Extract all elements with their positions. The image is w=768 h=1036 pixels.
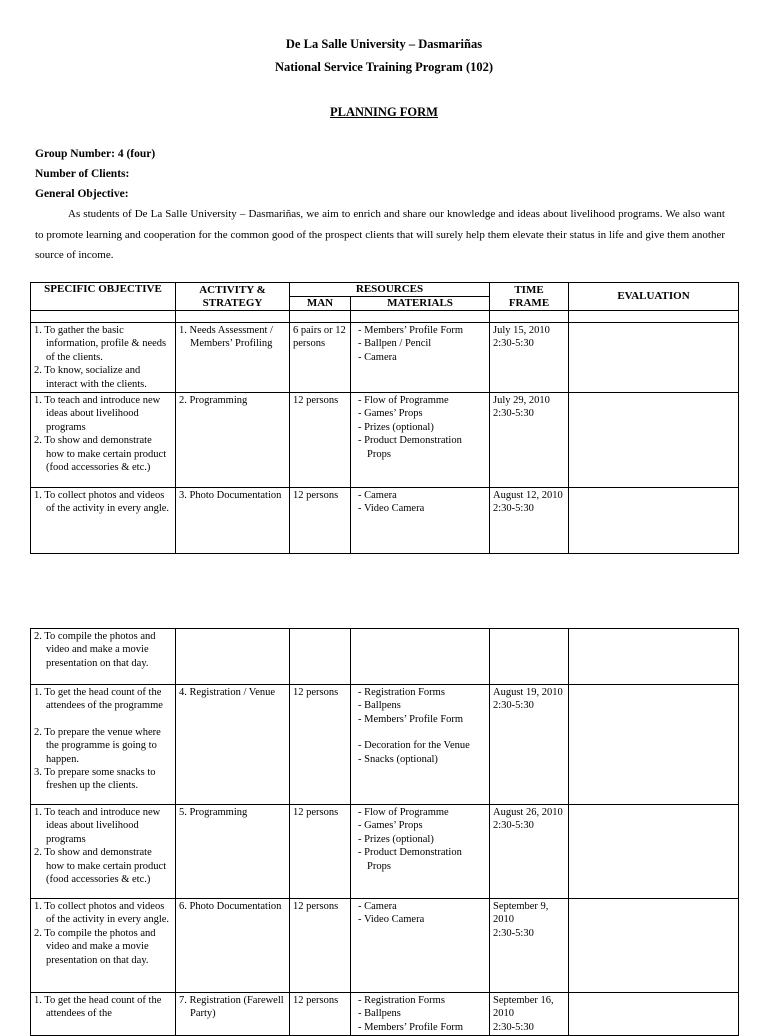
objective-item: 2. To compile the photos and video and make a movie presentation on that day. (34, 927, 156, 966)
time-frame-line: 2:30-5:30 (493, 927, 534, 939)
man-cell: 12 persons (290, 805, 351, 899)
col-resources: RESOURCES (290, 283, 490, 297)
col-evaluation: EVALUATION (569, 283, 739, 311)
time-frame-line: August 19, 2010 (493, 687, 563, 698)
man-cell (290, 629, 351, 685)
table-row (31, 899, 739, 993)
activity-cell (176, 323, 290, 393)
material-item: - Ballpen / Pencil (354, 337, 486, 350)
activity-cell (176, 629, 290, 685)
material-item: - Ballpens (354, 1007, 486, 1020)
activity-text: 4. Registration / Venue (179, 687, 276, 698)
objective-item: 1. To gather the basic information, profile & needs of the clients. (34, 325, 167, 363)
materials-cell (351, 393, 490, 488)
time-frame-line: August 12, 2010 (493, 490, 563, 502)
objective-item: 1. To get the head count of the attendees of the (34, 995, 162, 1020)
objective-item: 2. To compile the photos and video and make a movie presentation on that day. (34, 631, 156, 669)
material-item: - Decoration for the Venue (354, 739, 486, 752)
man-cell: 12 persons (290, 993, 351, 1036)
activity-cell (176, 805, 290, 899)
col-activity-strategy: ACTIVITY & STRATEGY (176, 283, 290, 311)
material-item: - Product Demonstration Props (354, 434, 486, 461)
time-frame-line: September 9, 2010 (493, 901, 549, 926)
material-item: - Games’ Props (354, 407, 486, 420)
evaluation-cell (569, 685, 739, 805)
materials-cell (351, 805, 490, 899)
objective-item: 2. To show and demonstrate how to make certain product (food accessories & etc.) (34, 435, 167, 474)
table-row (31, 323, 739, 393)
material-item: - Product Demonstration Props (354, 846, 486, 873)
time-frame-line: July 15, 2010 (493, 325, 550, 336)
objective-item: 2. To prepare the venue where the programme is going to happen. (34, 726, 161, 765)
material-item: - Games’ Props (354, 819, 486, 832)
material-item: - Prizes (optional) (354, 421, 486, 434)
evaluation-cell (569, 323, 739, 393)
man-cell: 12 persons (290, 899, 351, 993)
materials-cell (351, 323, 490, 393)
evaluation-cell (569, 629, 739, 685)
material-item: - Prizes (optional) (354, 833, 486, 846)
specific-objective-cell (31, 899, 176, 993)
activity-cell (176, 685, 290, 805)
col-time-frame: TIME FRAME (490, 283, 569, 311)
group-number: Group Number: 4 (four) (35, 148, 156, 160)
material-item: - Camera (354, 489, 486, 502)
time-frame-line: 2:30-5:30 (493, 1021, 534, 1033)
specific-objective-cell (31, 323, 176, 393)
col-materials: MATERIALS (351, 297, 490, 311)
material-item: - Ballpens (354, 699, 486, 712)
materials-cell (351, 899, 490, 993)
table-row (31, 629, 739, 685)
material-item: - Registration Forms (354, 686, 486, 699)
evaluation-cell (569, 488, 739, 554)
form-title: PLANNING FORM (330, 105, 438, 119)
activity-text: 1. Needs Assessment / Members’ Profiling (179, 325, 273, 350)
time-frame-line: July 29, 2010 (493, 395, 550, 407)
time-frame-cell (490, 323, 569, 393)
activity-text: 7. Registration (Farewell Party) (179, 995, 284, 1020)
evaluation-cell (569, 393, 739, 488)
material-item: - Snacks (optional) (354, 753, 486, 766)
objective-item: 1. To teach and introduce new ideas about livelihood programs (34, 807, 161, 845)
specific-objective-cell (31, 393, 176, 488)
general-objective-label: General Objective: (35, 188, 129, 200)
activity-text: 6. Photo Documentation (179, 901, 282, 912)
evaluation-cell (569, 993, 739, 1036)
evaluation-cell (569, 899, 739, 993)
objective-item: 2. To know, socialize and interact with the clients. (34, 365, 147, 390)
material-item: - Members’ Profile Form (354, 1021, 486, 1034)
activity-text: 2. Programming (179, 395, 248, 407)
number-of-clients: Number of Clients: (35, 168, 130, 180)
planning-table-2 (30, 628, 739, 1036)
university-name: De La Salle University – Dasmariñas (285, 37, 483, 51)
man-cell: 12 persons (290, 685, 351, 805)
man-cell: 12 persons (290, 488, 351, 554)
material-item: - Members’ Profile Form (354, 324, 486, 337)
specific-objective-cell (31, 993, 176, 1036)
material-item: - Flow of Programme (354, 394, 486, 407)
activity-cell (176, 488, 290, 554)
time-frame-cell (490, 393, 569, 488)
objective-item: 2. To show and demonstrate how to make certain product (food accessories & etc.) (34, 847, 167, 886)
general-objective-text: As students of De La Salle University – Dasmariñas, we aim to enrich and share our knowledge and ideas about livelihood programs. We also want to promote learning and cooperation for the common good of the prospect clients that will surely help them elevate their status in life and give them another source of income. (35, 208, 725, 261)
time-frame-cell (490, 899, 569, 993)
specific-objective-cell (31, 805, 176, 899)
materials-cell (351, 993, 490, 1036)
material-item: - Video Camera (354, 502, 486, 515)
time-frame-cell (490, 629, 569, 685)
spacer-row (31, 311, 739, 323)
evaluation-cell (569, 805, 739, 899)
material-item: - Registration Forms (354, 994, 486, 1007)
time-frame-line: 2:30-5:30 (493, 700, 534, 712)
time-frame-line: 2:30-5:30 (493, 408, 534, 420)
man-cell: 12 persons (290, 393, 351, 488)
materials-cell (351, 488, 490, 554)
objective-item: 1. To teach and introduce new ideas about livelihood programs (34, 395, 161, 433)
time-frame-cell (490, 805, 569, 899)
objective-item: 1. To get the head count of the attendees of the programme (34, 687, 163, 712)
table-row (31, 393, 739, 488)
activity-cell (176, 993, 290, 1036)
material-item: - Camera (354, 900, 486, 913)
objective-item: 1. To collect photos and videos of the activity in every angle. (34, 490, 170, 515)
time-frame-line: August 26, 2010 (493, 807, 563, 818)
program-name: National Service Training Program (102) (274, 60, 494, 74)
planning-table-1 (30, 282, 739, 554)
time-frame-line: 2:30-5:30 (493, 820, 534, 832)
table-row (31, 993, 739, 1036)
material-item: - Flow of Programme (354, 806, 486, 819)
man-cell: 6 pairs or 12 persons (290, 323, 351, 393)
materials-cell (351, 685, 490, 805)
material-item: - Members’ Profile Form (354, 713, 486, 726)
col-specific-objective: SPECIFIC OBJECTIVE (31, 283, 176, 311)
material-item: - Camera (354, 351, 486, 364)
specific-objective-cell (31, 629, 176, 685)
activity-text: 5. Programming (179, 807, 248, 818)
table-row (31, 488, 739, 554)
materials-cell (351, 629, 490, 685)
specific-objective-cell (31, 685, 176, 805)
time-frame-line: September 16, 2010 (493, 995, 554, 1020)
table-row (31, 685, 739, 805)
specific-objective-cell (31, 488, 176, 554)
activity-text: 3. Photo Documentation (179, 490, 282, 502)
objective-item: 3. To prepare some snacks to freshen up the clients. (34, 767, 156, 792)
table-row (31, 805, 739, 899)
col-man: MAN (290, 297, 351, 311)
time-frame-line: 2:30-5:30 (493, 503, 534, 515)
time-frame-cell (490, 488, 569, 554)
time-frame-line: 2:30-5:30 (493, 338, 534, 350)
activity-cell (176, 393, 290, 488)
material-item: - Video Camera (354, 913, 486, 926)
time-frame-cell (490, 993, 569, 1036)
time-frame-cell (490, 685, 569, 805)
objective-item: 1. To collect photos and videos of the activity in every angle. (34, 901, 170, 926)
activity-cell (176, 899, 290, 993)
